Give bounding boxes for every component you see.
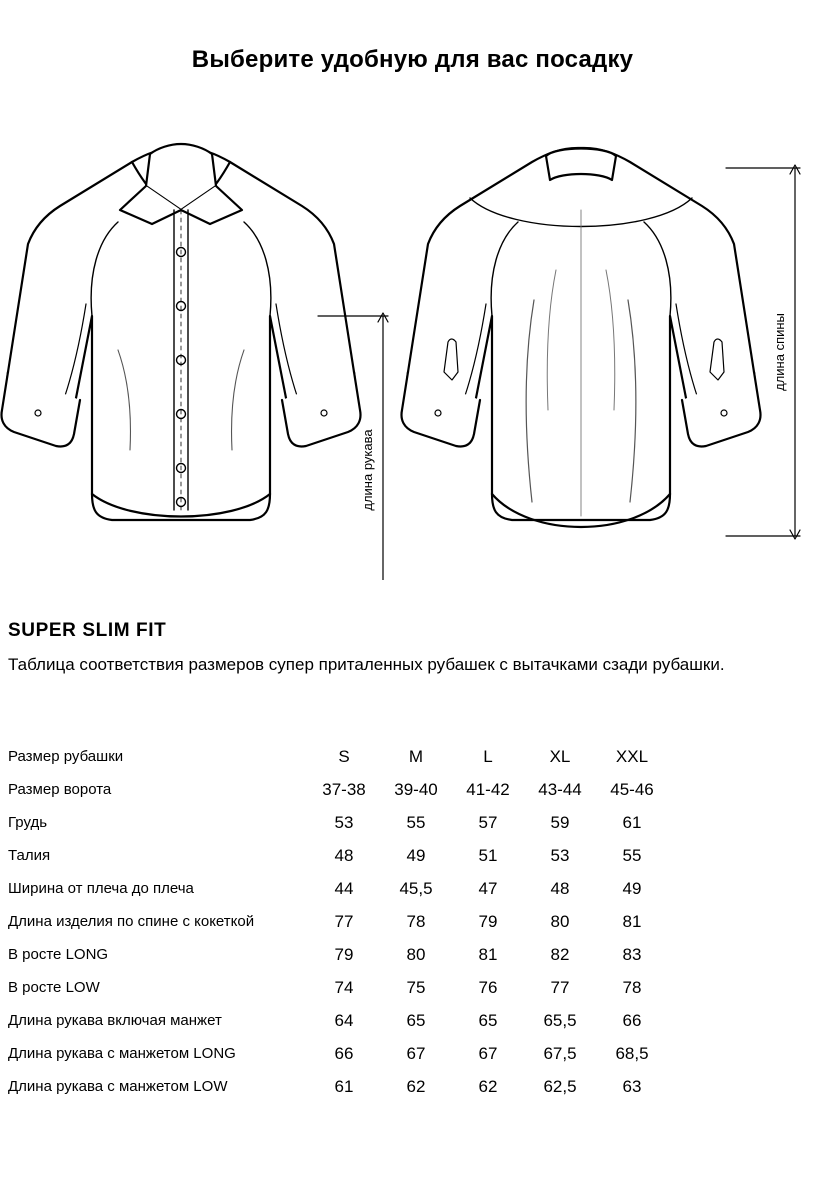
row-value: 77: [550, 977, 570, 997]
table-row: [8, 971, 668, 1004]
row-value: 61: [622, 812, 642, 832]
row-value: 45-46: [610, 779, 654, 799]
row-value: 48: [550, 878, 570, 898]
column-header-l: L: [483, 746, 493, 766]
row-value: 63: [622, 1076, 642, 1096]
row-label: Длина изделия по спине с кокеткой: [8, 913, 255, 930]
row-value: 53: [334, 812, 354, 832]
row-value: 49: [622, 878, 642, 898]
table-row: [8, 905, 668, 938]
row-value: 67,5: [543, 1043, 577, 1063]
row-label: В росте LONG: [8, 946, 109, 963]
row-value: 83: [622, 944, 642, 964]
size-table-body: [8, 740, 668, 1103]
row-value: 81: [478, 944, 498, 964]
column-header-xl: XL: [549, 746, 571, 766]
row-value: 44: [334, 878, 354, 898]
row-label: Длина рукава с манжетом LONG: [8, 1045, 236, 1062]
row-value: 48: [334, 845, 354, 865]
table-header-row: [8, 740, 668, 773]
row-value: 80: [550, 911, 570, 931]
row-value: 81: [622, 911, 642, 931]
row-value: 67: [478, 1043, 498, 1063]
row-value: 82: [550, 944, 570, 964]
row-value: 62,5: [543, 1076, 577, 1096]
row-label: В росте LOW: [8, 979, 100, 996]
row-label: Талия: [8, 847, 51, 864]
back-dimension-label: длина спины: [772, 313, 787, 391]
fit-description: Таблица соответствия размеров супер приталенных рубашек с вытачками сзади рубашки.: [8, 655, 725, 674]
row-value: 59: [550, 812, 570, 832]
row-value: 67: [406, 1043, 426, 1063]
row-value: 49: [406, 845, 426, 865]
row-label: Длина рукава с манжетом LOW: [8, 1078, 228, 1095]
back-shirt-drawing: [402, 148, 761, 527]
row-value: 80: [406, 944, 426, 964]
row-value: 39-40: [394, 779, 438, 799]
front-shirt-drawing: [2, 144, 361, 520]
table-row: [8, 806, 668, 839]
row-value: 75: [406, 977, 426, 997]
row-value: 37-38: [322, 779, 366, 799]
row-value: 66: [334, 1043, 354, 1063]
row-label: Ширина от плеча до плеча: [8, 880, 194, 897]
row-value: 57: [478, 812, 498, 832]
table-row: [8, 1004, 668, 1037]
row-label: Длина рукава включая манжет: [8, 1012, 222, 1029]
row-value: 65: [478, 1010, 498, 1030]
row-value: 61: [334, 1076, 354, 1096]
row-value: 65,5: [543, 1010, 577, 1030]
row-value: 65: [406, 1010, 426, 1030]
row-value: 55: [622, 845, 642, 865]
svg-text:длина рукава: [360, 429, 375, 511]
table-row: [8, 1070, 668, 1103]
front-dimension-label: длина рукава: [360, 429, 375, 511]
row-value: 55: [406, 812, 426, 832]
row-value: 47: [478, 878, 498, 898]
shirt-illustrations: [0, 110, 825, 580]
row-value: 43-44: [538, 779, 582, 799]
row-value: 78: [622, 977, 642, 997]
page-title: Выберите удобную для вас посадку: [191, 46, 634, 73]
row-value: 77: [334, 911, 354, 931]
row-value: 62: [478, 1076, 498, 1096]
row-value: 78: [406, 911, 426, 931]
table-row: [8, 839, 668, 872]
row-value: 66: [622, 1010, 642, 1030]
size-table-header-label: Размер рубашки: [8, 748, 124, 765]
table-row: [8, 1037, 668, 1070]
row-label: Грудь: [8, 814, 48, 831]
row-value: 45,5: [399, 878, 433, 898]
row-value: 62: [406, 1076, 426, 1096]
table-row: [8, 938, 668, 971]
row-value: 41-42: [466, 779, 510, 799]
fit-title: SUPER SLIM FIT: [8, 620, 167, 641]
row-value: 51: [478, 845, 498, 865]
table-row: [8, 872, 668, 905]
size-table: [8, 740, 668, 1103]
row-label: Размер ворота: [8, 781, 112, 798]
column-header-s: S: [338, 746, 350, 766]
column-header-m: M: [408, 746, 424, 766]
svg-text:длина спины: [772, 313, 787, 391]
row-value: 79: [334, 944, 354, 964]
row-value: 79: [478, 911, 498, 931]
column-header-xxl: XXL: [615, 746, 649, 766]
row-value: 74: [334, 977, 354, 997]
row-value: 68,5: [615, 1043, 649, 1063]
row-value: 76: [478, 977, 498, 997]
row-value: 64: [334, 1010, 354, 1030]
row-value: 53: [550, 845, 570, 865]
table-row: [8, 773, 668, 806]
